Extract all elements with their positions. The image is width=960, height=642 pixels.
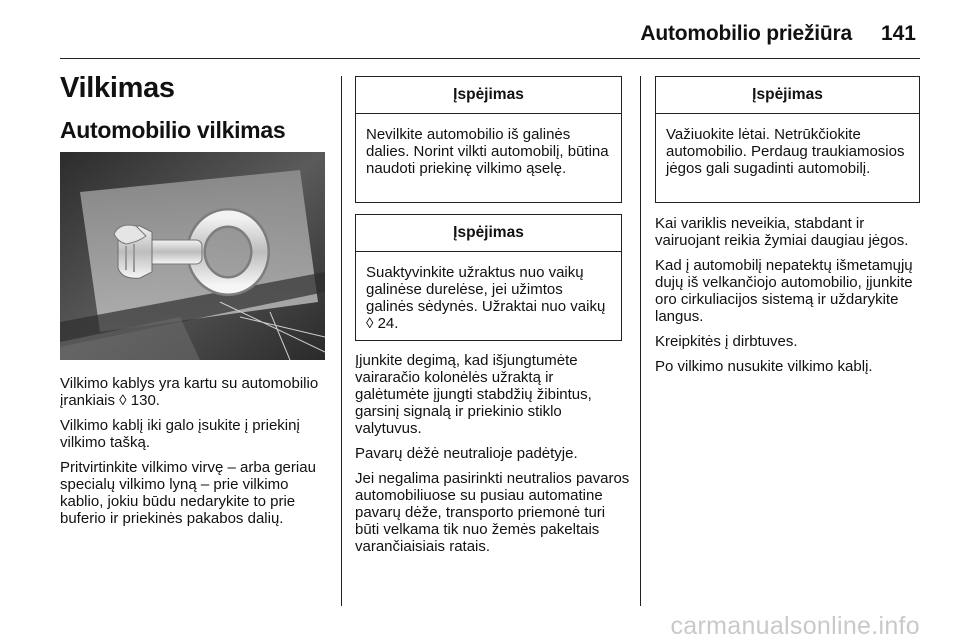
column-divider-2 <box>640 76 641 606</box>
column-1-text <box>60 375 330 535</box>
watermark: carmanualsonline.info <box>670 612 920 640</box>
paragraph: Kreipkitės į dirbtuves. <box>655 333 798 350</box>
paragraph: Kai variklis neveikia, stabdant ir vairuojant reikia žymiai daugiau jėgos. <box>655 215 909 249</box>
paragraph: Įjunkite degimą, kad išjungtumėte vairaračio kolonėlės užraktą ir galėtumėte įjungti stabdžių žibintus, garsinį signalą ir priekinio stiklo valytuvus. <box>355 352 592 437</box>
warning-text: Suaktyvinkite užraktus nuo vaikų galinėse durelėse, jei užimtos galinės sėdynės. Užraktai nuo vaikų ◊ 24. <box>366 264 606 332</box>
paragraph: Kad į automobilį nepatektų išmetamųjų dujų iš velkančiojo automobilio, įjunkite oro cirkuliacijos sistemą ir uždarykite langus. <box>655 257 913 325</box>
page-number: 141 <box>880 22 916 45</box>
towing-eye-icon <box>60 152 325 360</box>
subsection-title: Automobilio vilkimas <box>60 117 286 143</box>
paragraph: Pavarų dėžė neutralioje padėtyje. <box>355 445 578 462</box>
column-2-text <box>355 352 630 563</box>
paragraph: Po vilkimo nusukite vilkimo kablį. <box>655 358 873 375</box>
warning-box-1 <box>355 76 622 203</box>
column-divider-1 <box>341 76 342 606</box>
paragraph: Pritvirtinkite vilkimo virvę – arba geriau specialų vilkimo lyną – prie vilkimo kablio, jokiu būdu nedarykite to prie buferio ir priekinės pakabos dalių. <box>60 459 316 527</box>
paragraph: Jei negalima pasirinkti neutralios pavaros automobiliuose su pusiau automatine pavarų dėže, transporto priemonė turi būti velkama tik nuo žemės pakeltais varančiaisiais ratais. <box>355 470 630 555</box>
warning-title: Įspėjimas <box>356 215 621 252</box>
warning-text: Važiuokite lėtai. Netrūkčiokite automobilio. Perdaug traukiamosios jėgos gali sugadinti automobilį. <box>666 126 905 177</box>
warning-text: Nevilkite automobilio iš galinės dalies. Norint vilkti automobilį, būtina naudoti priekinę vilkimo ąselę. <box>366 126 609 177</box>
column-3-text <box>655 215 925 383</box>
warning-box-2 <box>355 214 622 341</box>
warning-box-3 <box>655 76 920 203</box>
paragraph: Vilkimo kablį iki galo įsukite į priekinį vilkimo tašką. <box>60 417 300 451</box>
section-title: Vilkimas <box>60 72 175 104</box>
header-title: Automobilio priežiūra <box>640 22 852 45</box>
warning-title: Įspėjimas <box>356 77 621 114</box>
paragraph: Vilkimo kablys yra kartu su automobilio įrankiais ◊ 130. <box>60 375 319 409</box>
towing-eye-figure <box>60 152 325 360</box>
header-rule <box>60 58 920 59</box>
warning-title: Įspėjimas <box>656 77 919 114</box>
